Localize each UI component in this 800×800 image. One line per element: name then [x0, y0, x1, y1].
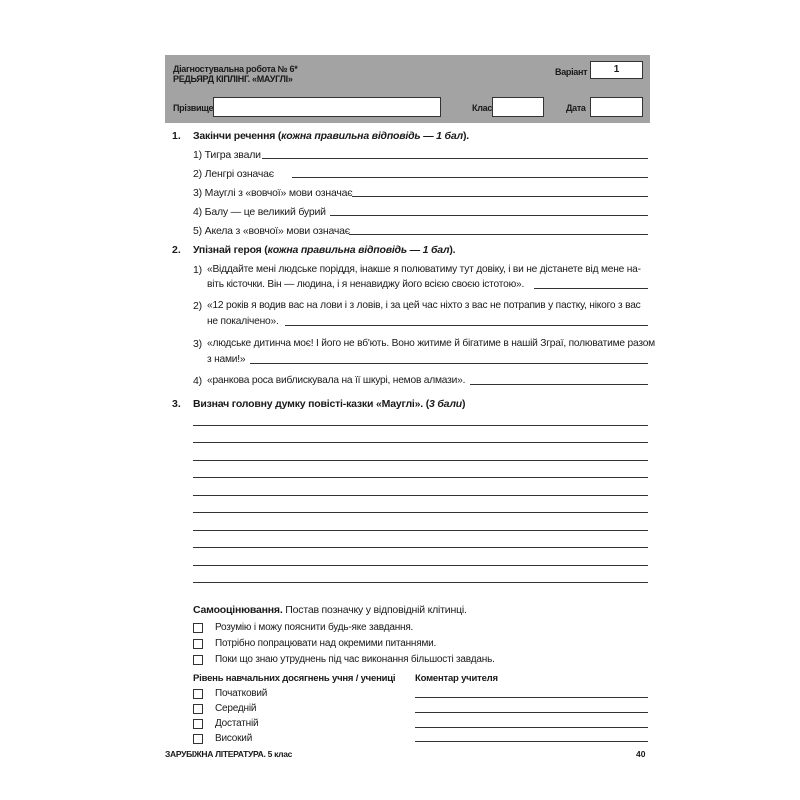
surname-label: Прізвище	[173, 103, 214, 113]
q3-answer-line-5[interactable]	[193, 495, 648, 496]
teacher-comment-line-3[interactable]	[415, 727, 648, 728]
teacher-comment-line-1[interactable]	[415, 697, 648, 698]
worksheet-header	[165, 55, 650, 123]
q2-heading: Упізнай героя (кожна правильна відповідь — 1 бал).	[193, 244, 456, 256]
q1-item-5: 5) Акела з «вовчої» мови означає	[193, 225, 350, 237]
teacher-comment-line-4[interactable]	[415, 741, 648, 742]
class-field[interactable]	[492, 97, 544, 117]
variant-value: 1	[590, 61, 643, 79]
worksheet-title: Діагностувальна робота № 6*	[173, 64, 298, 74]
q1-answer-line-3[interactable]	[352, 196, 648, 197]
q2-item-4-number: 4)	[193, 375, 202, 387]
q3-answer-line-1[interactable]	[193, 425, 648, 426]
q1-item-4: 4) Балу — це великий бурий	[193, 206, 326, 218]
q2-answer-line-4[interactable]	[470, 384, 648, 385]
q1-answer-line-1[interactable]	[262, 158, 648, 159]
q3-answer-line-7[interactable]	[193, 530, 648, 531]
q3-answer-line-6[interactable]	[193, 512, 648, 513]
surname-field[interactable]	[213, 97, 441, 117]
level-option-4: Високий	[215, 733, 253, 744]
q2-item-2-line1: «12 років я водив вас на лови і з ловів, і за цей час ніхто з вас не потрапив у пастку, нікого з вас	[207, 300, 641, 311]
levels-title: Рівень навчальних досягнень учня / учениці	[193, 673, 396, 684]
self-assessment-checkbox-3[interactable]	[193, 655, 203, 665]
q1-answer-line-5[interactable]	[349, 234, 648, 235]
q2-item-3-line2: з нами!»	[207, 354, 246, 365]
q1-heading: Закінчи речення (кожна правильна відповідь — 1 бал).	[193, 130, 469, 142]
q3-answer-line-4[interactable]	[193, 477, 648, 478]
q2-item-1-line1: «Віддайте мені людське поріддя, інакше я полюватиму тут довіку, і ви не дістанете від мене на-	[207, 264, 641, 275]
page-number: 40	[636, 749, 646, 759]
q3-answer-line-2[interactable]	[193, 442, 648, 443]
self-assessment-title: Самооцінювання. Постав позначку у відповідній клітинці.	[193, 604, 467, 616]
q2-number: 2.	[172, 244, 181, 256]
q2-item-1-number: 1)	[193, 264, 202, 276]
self-assessment-option-1: Розумію і можу пояснити будь-яке завдання.	[215, 622, 414, 633]
level-checkbox-4[interactable]	[193, 734, 203, 744]
teacher-comment-line-2[interactable]	[415, 712, 648, 713]
footer-subject: ЗАРУБІЖНА ЛІТЕРАТУРА. 5 клас	[165, 749, 293, 759]
self-assessment-checkbox-1[interactable]	[193, 623, 203, 633]
level-option-2: Середній	[215, 703, 257, 714]
q1-number: 1.	[172, 130, 181, 142]
q3-heading: Визнач головну думку повісті-казки «Мауглі». (3 бали)	[193, 398, 466, 410]
class-label: Клас	[472, 103, 493, 113]
level-checkbox-1[interactable]	[193, 689, 203, 699]
worksheet-subtitle: РЕДЬЯРД КІПЛІНГ. «МАУГЛІ»	[173, 74, 293, 84]
q2-item-2-number: 2)	[193, 300, 202, 312]
q1-item-1: 1) Тигра звали	[193, 149, 261, 161]
teacher-comment-title: Коментар учителя	[415, 673, 498, 684]
q3-answer-line-9[interactable]	[193, 565, 648, 566]
variant-label: Варіант	[555, 67, 588, 77]
self-assessment-checkbox-2[interactable]	[193, 639, 203, 649]
q2-item-4-line1: «ранкова роса виблискувала на її шкурі, немов алмази».	[207, 375, 466, 386]
q3-answer-line-8[interactable]	[193, 547, 648, 548]
q1-item-2: 2) Ленгрі означає	[193, 168, 274, 180]
q2-answer-line-3[interactable]	[250, 363, 648, 364]
self-assessment-option-2: Потрібно попрацювати над окремими питаннями.	[215, 638, 437, 649]
q2-answer-line-2[interactable]	[285, 325, 648, 326]
level-checkbox-2[interactable]	[193, 704, 203, 714]
q2-answer-line-1[interactable]	[534, 288, 648, 289]
q2-item-1-line2: віть кісточки. Він — людина, і я ненавиджу його всією своєю істотою».	[207, 279, 525, 290]
q1-item-3: 3) Мауглі з «вовчої» мови означає	[193, 187, 353, 199]
level-option-1: Початковий	[215, 688, 268, 699]
q1-answer-line-4[interactable]	[330, 215, 648, 216]
self-assessment-option-3: Поки що знаю утруднень під час виконання більшості завдань.	[215, 654, 495, 665]
q3-answer-line-3[interactable]	[193, 460, 648, 461]
q1-answer-line-2[interactable]	[292, 177, 648, 178]
level-checkbox-3[interactable]	[193, 719, 203, 729]
level-option-3: Достатній	[215, 718, 259, 729]
q2-item-3-line1: «людське дитинча моє! І його не вб'ють. Воно житиме й бігатиме в нашій Зграї, полюватиме разом	[207, 338, 655, 349]
q2-item-2-line2: не покалічено».	[207, 316, 279, 327]
q2-item-3-number: 3)	[193, 338, 202, 350]
q3-number: 3.	[172, 398, 181, 410]
date-field[interactable]	[590, 97, 643, 117]
q3-answer-line-10[interactable]	[193, 582, 648, 583]
date-label: Дата	[566, 103, 586, 113]
